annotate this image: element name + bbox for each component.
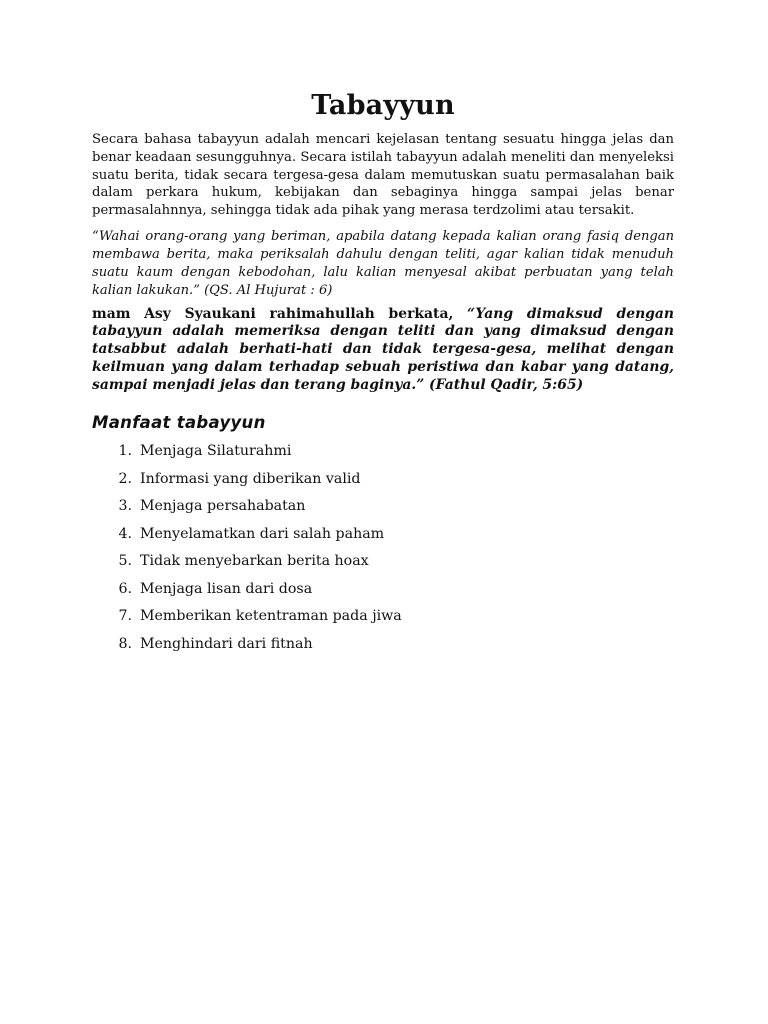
list-item-text: Informasi yang diberikan valid — [140, 470, 361, 487]
list-item-text: Memberikan ketentraman pada jiwa — [140, 608, 402, 625]
list-item-number: 6. — [118, 580, 132, 597]
list-item — [92, 630, 674, 658]
list-item — [92, 575, 674, 603]
list-item-text: Menghindari dari fitnah — [140, 635, 313, 652]
list-item — [92, 438, 674, 466]
quran-quote-paragraph: “Wahai orang-orang yang beriman, apabila datang kepada kalian orang fasiq dengan membawa berita, maka periksalah dahulu dengan teliti, agar kalian tidak menuduh suatu kaum dengan kebodohan, lalu kalian menyesal akibat perbuatan yang telah kalian lakukan.” (QS. Al Hujurat : 6) — [92, 228, 674, 298]
list-item-number: 3. — [118, 498, 132, 515]
list-item-number: 2. — [118, 470, 132, 487]
syaukani-paragraph — [92, 306, 674, 395]
intro-paragraph: Secara bahasa tabayyun adalah mencari kejelasan tentang sesuatu hingga jelas dan benar keadaan sesungguhnya. Secara istilah tabayyun adalah meneliti dan menyeleksi suatu berita, tidak secara tergesa-gesa dalam memutuskan suatu permasalahan baik dalam perkara hukum, kebijakan dan sebaginya hingga sampai jelas benar permasalahnnya, sehingga tidak ada pihak yang merasa terdzolimi atau tersakit. — [92, 132, 674, 219]
list-item-text: Menjaga Silaturahmi — [140, 443, 292, 460]
list-item-number: 4. — [118, 525, 132, 542]
manfaat-heading: Manfaat tabayyun — [92, 412, 266, 432]
list-item-number: 1. — [118, 443, 132, 460]
document-page — [92, 0, 674, 658]
list-item — [92, 548, 674, 576]
page-title: Tabayyun — [311, 90, 455, 121]
list-item — [92, 603, 674, 631]
list-item — [92, 520, 674, 548]
syaukani-quote-text: “Yang dimaksud dengan tabayyun adalah memeriksa dengan teliti dan yang dimaksud dengan tatsabbut adalah berhati-hati dan tidak tergesa-gesa, melihat dengan keilmuan yang dalam terhadap sebuah peristiwa dan kabar yang datang, sampai menjadi jelas dan terang baginya.” (Fathul Qadir, 5:65) — [92, 305, 674, 393]
list-item-text: Tidak menyebarkan berita hoax — [140, 553, 369, 570]
list-item-number: 8. — [118, 635, 132, 652]
syaukani-lead-text: mam Asy Syaukani rahimahullah berkata, — [92, 305, 468, 322]
list-item-text: Menyelamatkan dari salah paham — [140, 525, 385, 542]
list-item — [92, 493, 674, 521]
list-item-text: Menjaga persahabatan — [140, 498, 306, 515]
list-item-number: 7. — [118, 608, 132, 625]
manfaat-list — [92, 438, 674, 658]
list-item-text: Menjaga lisan dari dosa — [140, 580, 313, 597]
list-item — [92, 465, 674, 493]
list-item-number: 5. — [118, 553, 132, 570]
